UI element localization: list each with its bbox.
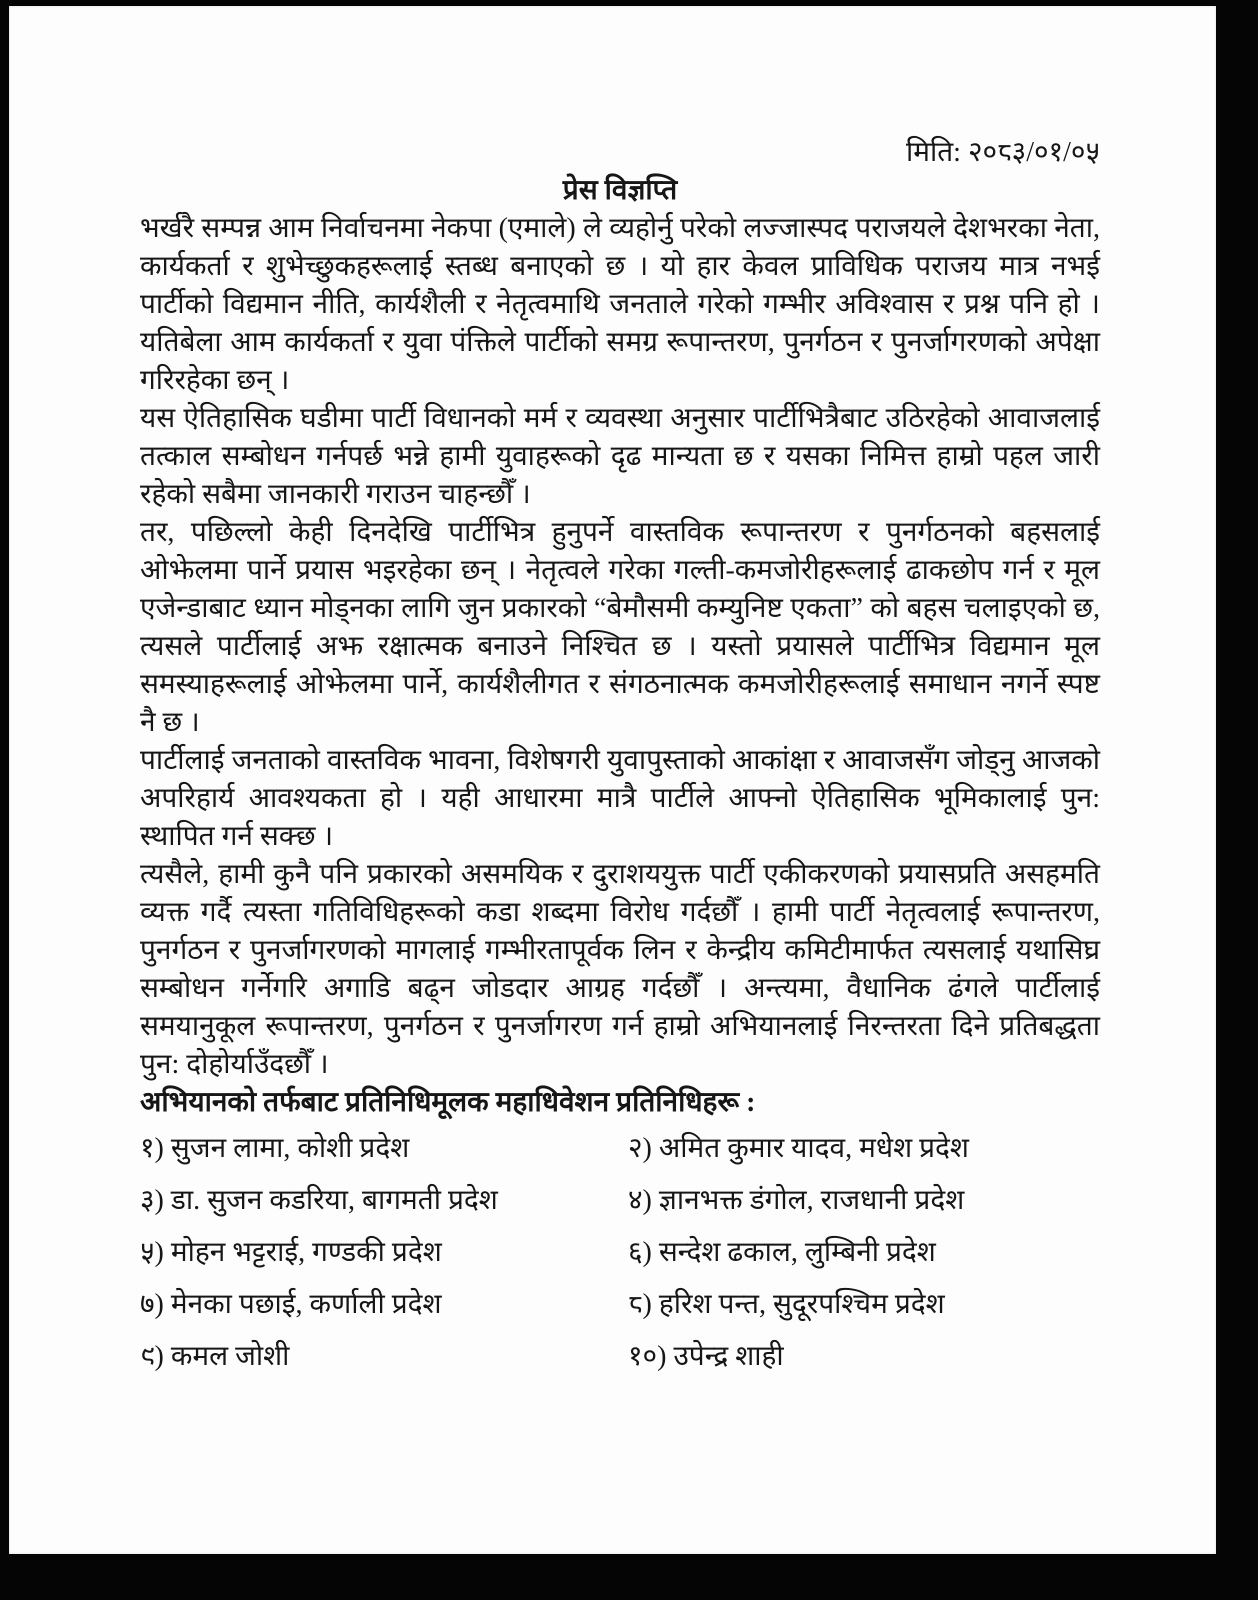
paragraph-commitment: त्यसैले, हामी कुनै पनि प्रकारको असमयिक र दुराशययुक्त पार्टी एकीकरणको प्रयासप्रति असहमति व्यक्त गर्दै त्यस्ता गतिविधिहरूको कडा शब्दमा विरोध गर्दछौँ । हामी पार्टी नेतृत्वलाई रूपान्तरण, पुनर्गठन र पुनर्जागरणको मागलाई गम्भीरतापूर्वक लिन र केन्द्रीय कमिटीमार्फत त्यसलाई यथासिघ्र सम्बोधन गर्नेगरि अगाडि बढ्न जोडदार आग्रह गर्दछौँ । अन्त्यमा, वैधानिक ढंगले पार्टीलाई समयानुकूल रूपान्तरण, पुनर्गठन र पुनर्जागरण गर्न हाम्रो अभियानलाई निरन्तरता दिने प्रतिबद्धता पुन: दोहोर्याउँदछौँ । — [140, 859, 1100, 1080]
paragraph-historic-moment: यस ऐतिहासिक घडीमा पार्टी विधानको मर्म र व्यवस्था अनुसार पार्टीभित्रैबाट उठिरहेको आवाजलाई तत्काल सम्बोधन गर्नपर्छ भन्ने हामी युवाहरूको दृढ मान्यता छ र यसका निमित्त हाम्रो पहल जारी रहेको सबैमा जानकारी गराउन चाहन्छौँ । — [140, 403, 1100, 510]
delegate-item-7: ७) मेनका पछाई, कर्णाली प्रदेश — [140, 1289, 442, 1320]
delegate-item-6: ६) सन्देश ढकाल, लुम्बिनी प्रदेश — [628, 1237, 936, 1268]
paragraph-unity-debate: तर, पछिल्लो केही दिनदेखि पार्टीभित्र हुनुपर्ने वास्तविक रूपान्तरण र पुनर्गठनको बहसलाई ओझेलमा पार्ने प्रयास भइरहेका छन् । नेतृत्वले गरेका गल्ती-कमजोरीहरूलाई ढाकछोप गर्न र मूल एजेन्डाबाट ध्यान मोड्नका लागि जुन प्रकारको “बेमौसमी कम्युनिष्ट एकता” को बहस चलाइएको छ, त्यसले पार्टीलाई अझ रक्षात्मक बनाउने निश्चित छ । यस्तो प्रयासले पार्टीभित्र विद्यमान मूल समस्याहरूलाई ओझेलमा पार्ने, कार्यशैलीगत र संगठनात्मक कमजोरीहरूलाई समाधान नगर्ने स्पष्ट नै छ । — [140, 517, 1100, 738]
document-page — [9, 6, 1216, 1554]
delegate-item-10: १०) उपेन्द्र शाही — [628, 1341, 784, 1372]
paragraph-youth-aspiration: पार्टीलाई जनताको वास्तविक भावना, विशेषगरी युवापुस्ताको आकांक्षा र आवाजसँग जोड्नु आजको अपरिहार्य आवश्यकता हो । यही आधारमा मात्रै पार्टीले आफ्नो ऐतिहासिक भूमिकालाई पुन: स्थापित गर्न सक्छ । — [140, 745, 1100, 852]
date-line: मिति: २०८३/०१/०५ — [905, 137, 1100, 168]
delegate-item-9: ९) कमल जोशी — [140, 1341, 290, 1372]
document-content — [9, 6, 1216, 1376]
delegate-item-8: ८) हरिश पन्त, सुदूरपश्चिम प्रदेश — [628, 1289, 945, 1320]
document-title: प्रेस विज्ञप्ति — [562, 175, 678, 206]
delegate-item-3: ३) डा. सुजन कडरिया, बागमती प्रदेश — [140, 1185, 498, 1216]
delegates-list — [140, 1130, 1100, 1376]
delegates-heading: अभियानको तर्फबाट प्रतिनिधिमूलक महाधिवेशन प्रतिनिधिहरू : — [140, 1087, 756, 1118]
delegate-item-5: ५) मोहन भट्टराई, गण्डकी प्रदेश — [140, 1237, 442, 1268]
delegate-item-1: १) सुजन लामा, कोशी प्रदेश — [140, 1133, 410, 1164]
paragraph-election-defeat: भर्खरै सम्पन्न आम निर्वाचनमा नेकपा (एमाले) ले व्यहोर्नु परेको लज्जास्पद पराजयले देशभरका नेता, कार्यकर्ता र शुभेच्छुकहरूलाई स्तब्ध बनाएको छ । यो हार केवल प्राविधिक पराजय मात्र नभई पार्टीको विद्यमान नीति, कार्यशैली र नेतृत्वमाथि जनताले गरेको गम्भीर अविश्वास र प्रश्न पनि हो । यतिबेला आम कार्यकर्ता र युवा पंक्तिले पार्टीको समग्र रूपान्तरण, पुनर्गठन र पुनर्जागरणको अपेक्षा गरिरहेका छन् । — [140, 213, 1100, 396]
delegate-item-2: २) अमित कुमार यादव, मधेश प्रदेश — [628, 1133, 969, 1164]
delegate-item-4: ४) ज्ञानभक्त डंगोल, राजधानी प्रदेश — [628, 1185, 965, 1216]
